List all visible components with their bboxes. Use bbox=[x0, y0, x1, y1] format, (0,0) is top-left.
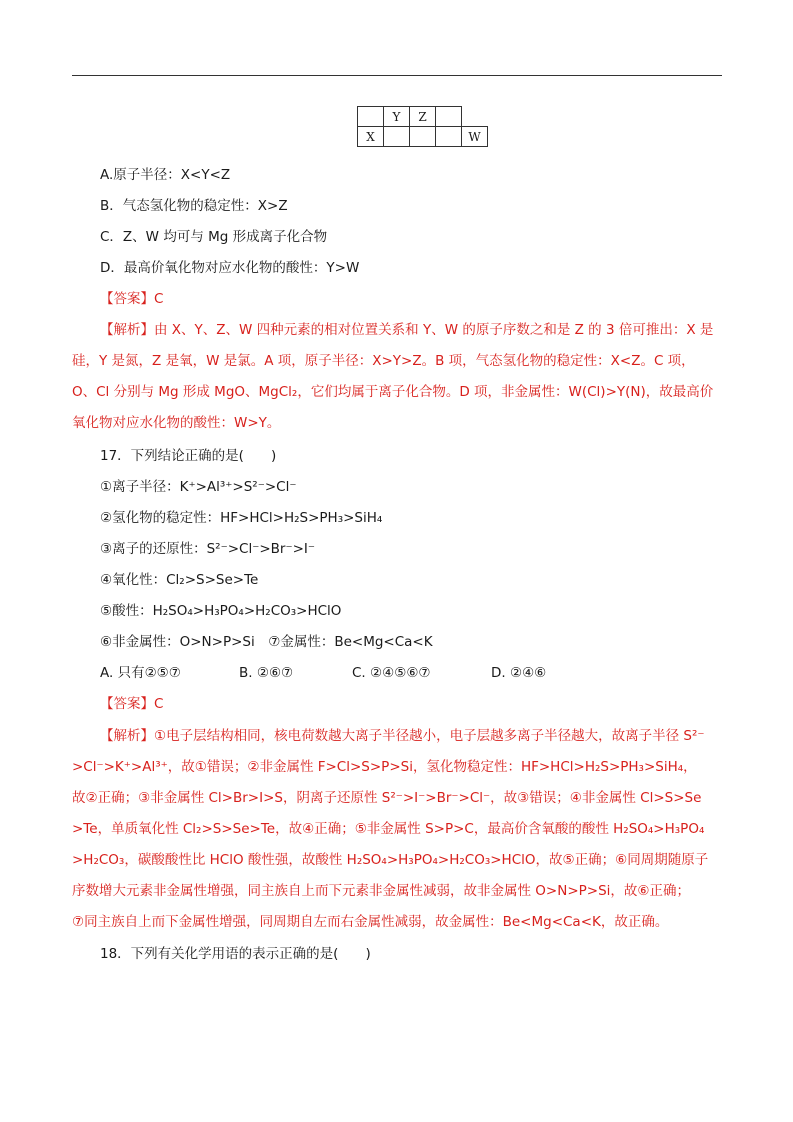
table-cell bbox=[384, 127, 410, 147]
q16-option-b: B．气态氢化物的稳定性：X>Z bbox=[100, 198, 288, 214]
q17-analysis-line: 序数增大元素非金属性增强，同主族自上而下元素非金属性减弱，故非金属性 O>N>P>Si，故⑥正确； bbox=[72, 883, 691, 899]
q17-item-2: ②氢化物的稳定性：HF>HCl>H₂S>PH₃>SiH₄ bbox=[100, 510, 383, 526]
q16-analysis-line: 氧化物对应水化物的酸性：W>Y。 bbox=[72, 415, 281, 431]
q17-analysis-line: 故②正确；③非金属性 Cl>Br>I>S，阴离子还原性 S²⁻>I⁻>Br⁻>Cl⁻，故③错误；④非金属性 Cl>S>Se bbox=[72, 790, 702, 806]
q16-analysis-line: O、Cl 分别与 Mg 形成 MgO、MgCl₂，它们均属于离子化合物。D 项，非金属性：W(Cl)>Y(N)，故最高价 bbox=[72, 384, 714, 400]
q16-analysis-line: 【解析】由 X、Y、Z、W 四种元素的相对位置关系和 Y、W 的原子序数之和是 Z 的 3 倍可推出：X 是 bbox=[100, 322, 714, 338]
table-cell bbox=[462, 107, 488, 127]
table-row bbox=[358, 127, 488, 147]
q17-stem: 17．下列结论正确的是( ) bbox=[100, 448, 277, 464]
q17-item-6-7: ⑥非金属性：O>N>P>Si ⑦金属性：Be<Mg<Ca<K bbox=[100, 634, 433, 650]
periodic-position-table bbox=[357, 106, 488, 147]
header-rule bbox=[72, 75, 722, 76]
q16-analysis-line: 硅，Y 是氮，Z 是氧，W 是氯。A 项，原子半径：X>Y>Z。B 项，气态氢化物的稳定性：X<Z。C 项， bbox=[72, 353, 695, 369]
table-cell bbox=[358, 107, 384, 127]
table-cell bbox=[410, 127, 436, 147]
q17-item-3: ③离子的还原性：S²⁻>Cl⁻>Br⁻>I⁻ bbox=[100, 541, 315, 557]
q17-analysis-line: >H₂CO₃，碳酸酸性比 HClO 酸性强，故酸性 H₂SO₄>H₃PO₄>H₂CO₃>HClO，故⑤正确；⑥同周期随原子 bbox=[72, 852, 709, 868]
q17-analysis-line: >Te，单质氧化性 Cl₂>S>Se>Te，故④正确；⑤非金属性 S>P>C，最高价含氧酸的酸性 H₂SO₄>H₃PO₄ bbox=[72, 821, 705, 837]
q17-analysis-line: 【解析】①电子层结构相同，核电荷数越大离子半径越小，电子层越多离子半径越大，故离子半径 S²⁻ bbox=[100, 728, 705, 744]
q16-option-d: D．最高价氧化物对应水化物的酸性：Y>W bbox=[100, 260, 360, 276]
q17-item-1: ①离子半径：K⁺>Al³⁺>S²⁻>Cl⁻ bbox=[100, 479, 297, 495]
q16-answer: 【答案】C bbox=[100, 291, 164, 307]
q16-option-a: A.原子半径：X<Y<Z bbox=[100, 167, 231, 183]
q16-option-c: C．Z、W 均可与 Mg 形成离子化合物 bbox=[100, 229, 328, 245]
table-cell: W bbox=[462, 127, 488, 147]
q17-answer: 【答案】C bbox=[100, 696, 164, 712]
table-cell: Z bbox=[410, 107, 436, 127]
table-row bbox=[358, 107, 488, 127]
q17-option-a: A. 只有②⑤⑦ bbox=[100, 665, 181, 681]
q17-option-b: B. ②⑥⑦ bbox=[239, 665, 294, 681]
table-cell: X bbox=[358, 127, 384, 147]
q17-item-5: ⑤酸性：H₂SO₄>H₃PO₄>H₂CO₃>HClO bbox=[100, 603, 342, 619]
table-cell bbox=[436, 127, 462, 147]
q18-stem: 18．下列有关化学用语的表示正确的是( ) bbox=[100, 946, 371, 962]
table-cell bbox=[436, 107, 462, 127]
q17-analysis-line: >Cl⁻>K⁺>Al³⁺，故①错误；②非金属性 F>Cl>S>P>Si，氢化物稳定性：HF>HCl>H₂S>PH₃>SiH₄， bbox=[72, 759, 697, 775]
q17-item-4: ④氧化性：Cl₂>S>Se>Te bbox=[100, 572, 259, 588]
q17-option-c: C. ②④⑤⑥⑦ bbox=[352, 665, 431, 681]
q17-analysis-line: ⑦同主族自上而下金属性增强，同周期自左而右金属性减弱，故金属性：Be<Mg<Ca<K，故正确。 bbox=[72, 914, 669, 930]
q17-option-d: D. ②④⑥ bbox=[491, 665, 547, 681]
table-cell: Y bbox=[384, 107, 410, 127]
